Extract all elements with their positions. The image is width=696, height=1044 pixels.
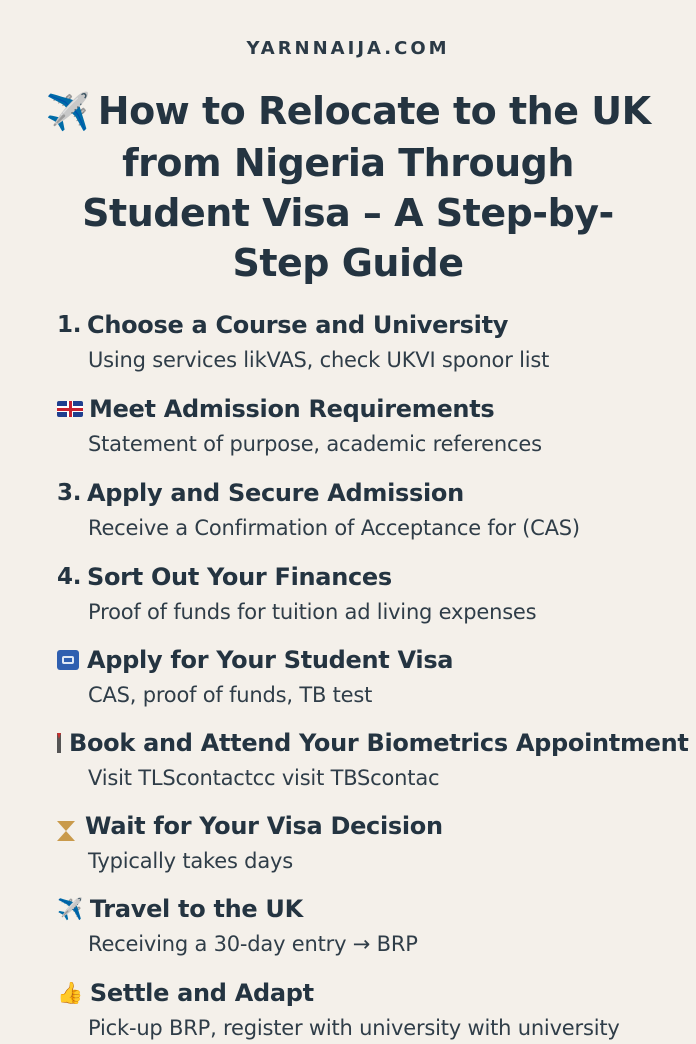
step-heading: Settle and Adapt	[89, 979, 314, 1007]
step-item	[57, 310, 687, 374]
step-heading: Choose a Course and University	[87, 311, 509, 339]
step-item	[57, 811, 687, 875]
step-heading: Apply and Secure Admission	[87, 479, 464, 507]
step-description: Receive a Confirmation of Acceptance for (CAS)	[88, 516, 580, 540]
step-item	[57, 894, 687, 958]
step-description: CAS, proof of funds, TB test	[88, 683, 373, 707]
step-heading: Travel to the UK	[89, 895, 303, 923]
step-heading: Apply for Your Student Visa	[87, 646, 454, 674]
thumbs-up-icon: 👍	[57, 981, 83, 1005]
airplane-icon: ✈️	[45, 92, 90, 133]
step-description: Receiving a 30-day entry → BRP	[88, 932, 418, 956]
step-heading: Book and Attend Your Biometrics Appointment	[69, 729, 689, 757]
step-item	[57, 478, 687, 542]
page-title	[40, 86, 656, 288]
uk-flag-icon	[57, 401, 83, 417]
calendar-icon	[57, 733, 61, 753]
step-item	[57, 394, 687, 458]
step-item	[57, 728, 687, 792]
step-description: Proof of funds for tuition ad living expenses	[88, 600, 537, 624]
step-description: Typically takes days	[88, 849, 293, 873]
step-number: 1.	[57, 312, 82, 338]
step-description: Visit TLScontactcc visit TBScontac	[88, 766, 440, 790]
step-item	[57, 562, 687, 626]
step-description: Pick-up BRP, register with university with university	[88, 1016, 620, 1040]
airplane-icon: ✈️	[57, 897, 83, 921]
step-description: Statement of purpose, academic references	[88, 432, 542, 456]
step-item	[57, 645, 687, 709]
step-number: 4.	[57, 564, 82, 590]
site-name: YARNNAIJA.COM	[246, 38, 450, 59]
step-description: Using services likVAS, check UKVI sponor list	[88, 348, 550, 372]
step-heading: Sort Out Your Finances	[87, 563, 392, 591]
page-title-text: How to Relocate to the UK from Nigeria Through Student Visa – A Step-by-Step Guide	[82, 89, 651, 285]
step-item	[57, 978, 687, 1042]
step-number: 3.	[57, 480, 82, 506]
hourglass-icon	[57, 821, 75, 831]
step-heading: Meet Admission Requirements	[89, 395, 495, 423]
step-heading: Wait for Your Visa Decision	[85, 812, 443, 840]
passport-icon	[57, 650, 79, 670]
